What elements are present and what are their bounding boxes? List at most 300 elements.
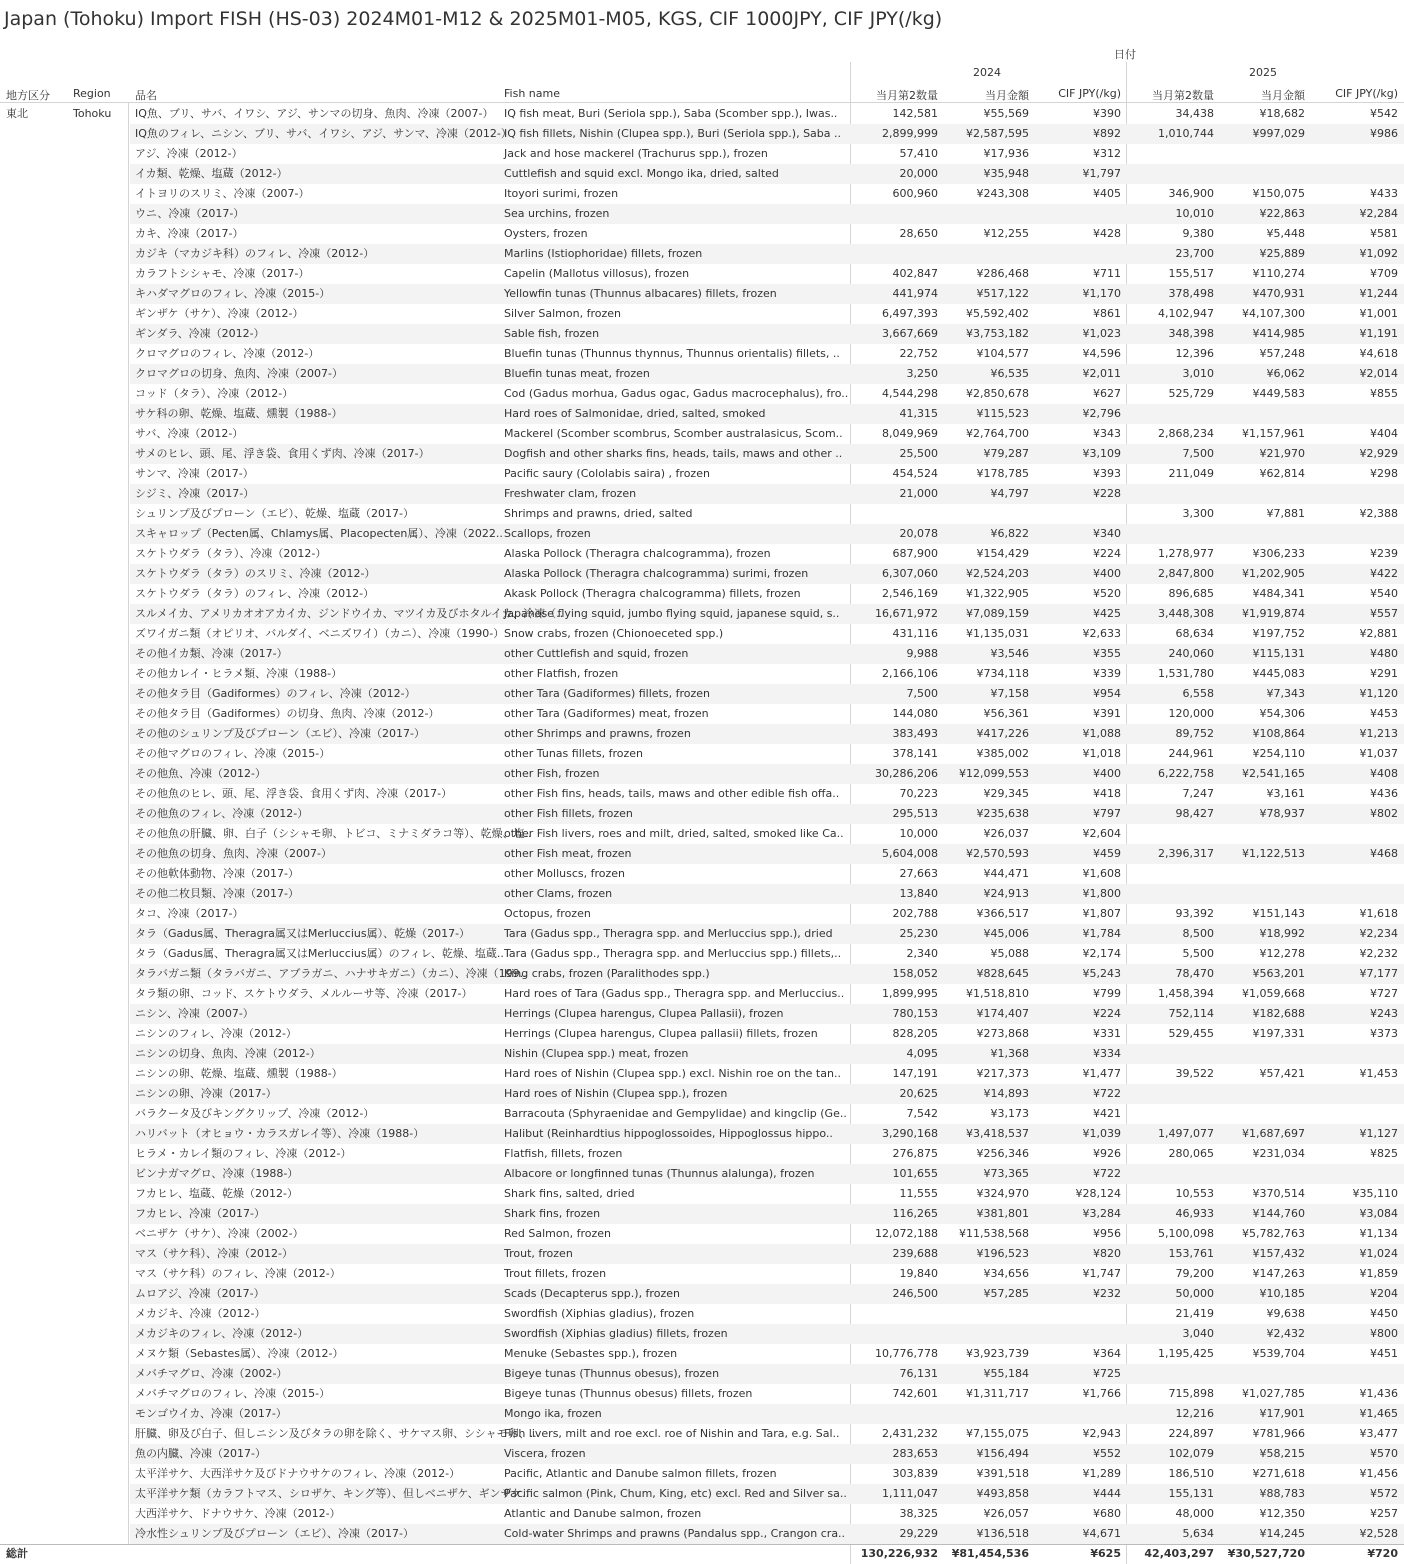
cif-2025-cell: ¥581 — [1370, 227, 1398, 240]
qty-2025-cell: 244,961 — [1168, 747, 1214, 760]
fish-name-cell: other Fish fillets, frozen — [504, 807, 633, 820]
item-name-cell: ニシンのフィレ、冷凍（2012-） — [135, 1027, 297, 1040]
amt-2024-cell: ¥26,037 — [983, 827, 1029, 840]
item-name-cell: スキャロップ（Pecten属、Chlamys属、Placopecten属）、冷凍（2022.. — [135, 527, 503, 540]
amt-2024-cell: ¥196,523 — [976, 1247, 1029, 1260]
amt-2024-cell: ¥55,569 — [983, 107, 1029, 120]
cif-2024-cell: ¥28,124 — [1075, 1187, 1121, 1200]
table-row[interactable] — [0, 1024, 1404, 1044]
cif-2025-cell — [1310, 164, 1398, 184]
fish-name-cell: Viscera, frozen — [504, 1447, 586, 1460]
amt-2024-cell: ¥11,538,568 — [959, 1227, 1029, 1240]
cif-2025-cell — [1310, 1164, 1398, 1184]
table-row[interactable] — [0, 364, 1404, 384]
fish-name-cell: Flatfish, fillets, frozen — [504, 1147, 623, 1160]
fish-name-cell: King crabs, frozen (Paralithodes spp.) — [504, 967, 710, 980]
item-name-cell: メヌケ類（Sebastes属）、冷凍（2012-） — [135, 1347, 344, 1360]
col-fish-header[interactable]: Fish name — [504, 87, 560, 100]
fish-name-cell: Albacore or longfinned tunas (Thunnus alalunga), frozen — [504, 1167, 815, 1180]
fish-name-cell: Japanese flying squid, jumbo flying squid, japanese squid, s.. — [504, 607, 840, 620]
fish-name-cell: Alaska Pollock (Theragra chalcogramma), frozen — [504, 547, 771, 560]
cif-2025-cell: ¥480 — [1370, 647, 1398, 660]
cif-2025-cell: ¥1,859 — [1359, 1267, 1398, 1280]
chart-title: Japan (Tohoku) Import FISH (HS-03) 2024M01-M12 & 2025M01-M05, KGS, CIF 1000JPY, CIF JPY(/kg) — [4, 8, 943, 30]
table-row[interactable] — [0, 904, 1404, 924]
qty-2025-cell: 98,427 — [1175, 807, 1214, 820]
table-row[interactable] — [0, 244, 1404, 264]
item-name-cell: モンゴウイカ、冷凍（2017-） — [135, 1407, 287, 1420]
amt-2024-cell: ¥256,346 — [976, 1147, 1029, 1160]
fish-name-cell: Swordfish (Xiphias gladius), frozen — [504, 1307, 695, 1320]
amt-2025-cell: ¥2,541,165 — [1242, 767, 1305, 780]
item-name-cell: 太平洋サケ、大西洋サケ及びドナウサケのフィレ、冷凍（2012-） — [135, 1467, 461, 1480]
amt-2024-cell: ¥385,002 — [976, 747, 1029, 760]
amt-2025-cell: ¥17,901 — [1259, 1407, 1305, 1420]
amt-2025-cell — [1218, 164, 1305, 184]
cif-2024-cell: ¥1,018 — [1082, 747, 1121, 760]
qty-2024-cell: 116,265 — [892, 1207, 938, 1220]
item-name-cell: ヒラメ・カレイ類のフィレ、冷凍（2012-） — [135, 1147, 352, 1160]
amt-2025-cell: ¥197,331 — [1252, 1027, 1305, 1040]
fish-name-cell: other Tunas fillets, frozen — [504, 747, 644, 760]
col-amt-2024-header[interactable]: 当月金額 — [985, 89, 1029, 102]
amt-2024-cell: ¥178,785 — [976, 467, 1029, 480]
table-row[interactable] — [0, 204, 1404, 224]
item-name-cell: ギンダラ、冷凍（2012-） — [135, 327, 265, 340]
table-row[interactable] — [0, 584, 1404, 604]
table-row[interactable] — [0, 1224, 1404, 1244]
qty-2024-cell: 2,340 — [906, 947, 938, 960]
table-row[interactable] — [0, 744, 1404, 764]
table-row[interactable] — [0, 104, 1404, 124]
table-row[interactable] — [0, 1184, 1404, 1204]
amt-2025-cell: ¥1,202,905 — [1242, 567, 1305, 580]
table-row[interactable] — [0, 184, 1404, 204]
amt-2024-cell: ¥235,638 — [976, 807, 1029, 820]
amt-2024-cell: ¥29,345 — [983, 787, 1029, 800]
cif-2025-cell: ¥542 — [1370, 107, 1398, 120]
table-row[interactable] — [0, 164, 1404, 184]
table-row[interactable] — [0, 724, 1404, 744]
qty-2024-cell: 20,625 — [899, 1087, 938, 1100]
qty-2025-cell: 280,065 — [1168, 1147, 1214, 1160]
table-row[interactable] — [0, 764, 1404, 784]
cif-2024-cell: ¥1,289 — [1082, 1467, 1121, 1480]
cif-2024-cell: ¥2,796 — [1082, 407, 1121, 420]
item-name-cell: メカジキ、冷凍（2012-） — [135, 1307, 266, 1320]
item-name-cell: マス（サケ科）、冷凍（2012-） — [135, 1247, 294, 1260]
table-row[interactable] — [0, 1304, 1404, 1324]
amt-2024-cell: ¥73,365 — [983, 1167, 1029, 1180]
table-row[interactable] — [0, 924, 1404, 944]
qty-2025-cell — [1128, 1104, 1214, 1124]
qty-2025-cell: 348,398 — [1168, 327, 1214, 340]
fish-name-cell: Trout fillets, frozen — [504, 1267, 607, 1280]
cif-2024-cell: ¥956 — [1093, 1227, 1121, 1240]
cif-2024-cell — [1034, 1324, 1121, 1344]
table-row[interactable] — [0, 1004, 1404, 1024]
amt-2025-cell: ¥231,034 — [1252, 1147, 1305, 1160]
cif-2025-cell: ¥1,618 — [1359, 907, 1398, 920]
item-name-cell: ズワイガニ類（オピリオ、バルダイ、ベニズワイ）（カニ）、冷凍（1990-） — [135, 627, 505, 640]
amt-2024-cell: ¥1,322,905 — [966, 587, 1029, 600]
cif-2025-cell: ¥451 — [1370, 1347, 1398, 1360]
qty-2024-cell: 158,052 — [892, 967, 938, 980]
amt-2024-cell: ¥7,158 — [990, 687, 1029, 700]
qty-2024-cell: 25,500 — [899, 447, 938, 460]
amt-2024-cell: ¥381,801 — [976, 1207, 1029, 1220]
table-row[interactable] — [0, 1524, 1404, 1544]
col-region-header[interactable]: Region — [73, 87, 111, 100]
cif-2025-cell: ¥468 — [1370, 847, 1398, 860]
table-row[interactable] — [0, 684, 1404, 704]
table-row[interactable] — [0, 324, 1404, 344]
cif-2025-cell: ¥1,134 — [1359, 1227, 1398, 1240]
col-qty-2025-header[interactable]: 当月第2数量 — [1152, 89, 1214, 102]
amt-2025-cell — [1218, 864, 1305, 884]
amt-2025-cell: ¥370,514 — [1252, 1187, 1305, 1200]
amt-2025-cell: ¥414,985 — [1252, 327, 1305, 340]
table-row[interactable] — [0, 784, 1404, 804]
cif-2025-cell — [1310, 484, 1398, 504]
amt-2024-cell: ¥45,006 — [983, 927, 1029, 940]
amt-2024-cell: ¥44,471 — [983, 867, 1029, 880]
cif-2025-cell: ¥1,465 — [1359, 1407, 1398, 1420]
amt-2024-cell: ¥243,308 — [976, 187, 1029, 200]
fish-name-cell: Dogfish and other sharks fins, heads, tails, maws and other .. — [504, 447, 843, 460]
fish-name-cell: Yellowfin tunas (Thunnus albacares) fillets, frozen — [504, 287, 777, 300]
qty-2025-cell — [1128, 484, 1214, 504]
item-name-cell: ギンザケ（サケ）、冷凍（2012-） — [135, 307, 304, 320]
table-row[interactable] — [0, 644, 1404, 664]
qty-2024-cell: 7,542 — [906, 1107, 938, 1120]
qty-2025-cell: 211,049 — [1168, 467, 1214, 480]
fish-name-cell: Scallops, frozen — [504, 527, 591, 540]
table-row[interactable] — [0, 284, 1404, 304]
qty-2024-cell: 303,839 — [892, 1467, 938, 1480]
cif-2025-cell: ¥709 — [1370, 267, 1398, 280]
qty-2024-cell: 6,497,393 — [882, 307, 938, 320]
table-row[interactable] — [0, 504, 1404, 524]
qty-2025-cell: 50,000 — [1175, 1287, 1214, 1300]
fish-name-cell: other Clams, frozen — [504, 887, 613, 900]
table-row[interactable] — [0, 704, 1404, 724]
table-row[interactable] — [0, 1164, 1404, 1184]
qty-2024-cell: 11,555 — [899, 1187, 938, 1200]
qty-2024-cell — [852, 1404, 938, 1424]
amt-2025-cell: ¥1,122,513 — [1242, 847, 1305, 860]
table-row[interactable] — [0, 404, 1404, 424]
table-row[interactable] — [0, 1044, 1404, 1064]
col-item-header[interactable]: 品名 — [135, 89, 157, 102]
table-row[interactable] — [0, 384, 1404, 404]
qty-2025-cell: 34,438 — [1175, 107, 1214, 120]
cif-2025-cell: ¥1,453 — [1359, 1067, 1398, 1080]
amt-2024-cell: ¥17,936 — [983, 147, 1029, 160]
amt-2024-cell: ¥26,057 — [983, 1507, 1029, 1520]
table-row[interactable] — [0, 1344, 1404, 1364]
table-row[interactable] — [0, 984, 1404, 1004]
amt-2025-cell: ¥7,881 — [1266, 507, 1305, 520]
item-name-cell: クロマグロのフィレ、冷凍（2012-） — [135, 347, 320, 360]
table-row[interactable] — [0, 1104, 1404, 1124]
fish-name-cell: other Tara (Gadiformes) meat, frozen — [504, 707, 709, 720]
qty-2024-cell: 13,840 — [899, 887, 938, 900]
cif-2024-cell: ¥1,807 — [1082, 907, 1121, 920]
qty-2025-cell: 7,500 — [1182, 447, 1214, 460]
total-qty-2025: 42,403,297 — [1144, 1547, 1214, 1560]
qty-2025-cell: 715,898 — [1168, 1387, 1214, 1400]
amt-2024-cell: ¥115,523 — [976, 407, 1029, 420]
fish-name-cell: Jack and hose mackerel (Trachurus spp.), frozen — [504, 147, 768, 160]
table-row[interactable] — [0, 664, 1404, 684]
cif-2025-cell: ¥3,084 — [1359, 1207, 1398, 1220]
table-row[interactable] — [0, 444, 1404, 464]
table-row[interactable] — [0, 1144, 1404, 1164]
qty-2025-cell: 155,517 — [1168, 267, 1214, 280]
qty-2025-cell: 378,498 — [1168, 287, 1214, 300]
fish-name-cell: Hard roes of Nishin (Clupea spp.) excl. Nishin roe on the tan.. — [504, 1067, 841, 1080]
table-row[interactable] — [0, 564, 1404, 584]
amt-2025-cell — [1218, 884, 1305, 904]
amt-2024-cell: ¥828,645 — [976, 967, 1029, 980]
amt-2025-cell: ¥147,263 — [1252, 1267, 1305, 1280]
table-row[interactable] — [0, 824, 1404, 844]
amt-2024-cell: ¥7,089,159 — [966, 607, 1029, 620]
qty-2025-cell: 9,380 — [1182, 227, 1214, 240]
fish-name-cell: Pacific salmon (Pink, Chum, King, etc) excl. Red and Silver sa.. — [504, 1487, 847, 1500]
col-region-jp-header[interactable]: 地方区分 — [6, 89, 50, 102]
table-row[interactable] — [0, 1124, 1404, 1144]
item-name-cell: IQ魚、ブリ、サバ、イワシ、アジ、サンマの切身、魚肉、冷凍（2007-） — [135, 107, 494, 120]
item-name-cell: サケ科の卵、乾燥、塩蔵、燻製（1988-） — [135, 407, 343, 420]
qty-2024-cell: 70,223 — [899, 787, 938, 800]
cif-2025-cell — [1310, 884, 1398, 904]
amt-2024-cell: ¥517,122 — [976, 287, 1029, 300]
qty-2025-cell: 79,200 — [1175, 1267, 1214, 1280]
item-name-cell: クロマグロの切身、魚肉、冷凍（2007-） — [135, 367, 343, 380]
cif-2024-cell: ¥820 — [1093, 1247, 1121, 1260]
qty-2024-cell: 295,513 — [892, 807, 938, 820]
qty-2025-cell: 68,634 — [1175, 627, 1214, 640]
cif-2025-cell: ¥1,092 — [1359, 247, 1398, 260]
qty-2025-cell: 2,847,800 — [1158, 567, 1214, 580]
amt-2024-cell: ¥493,858 — [976, 1487, 1029, 1500]
amt-2025-cell — [1218, 824, 1305, 844]
col-qty-2024-header[interactable]: 当月第2数量 — [876, 89, 938, 102]
cif-2025-cell: ¥204 — [1370, 1287, 1398, 1300]
table-row[interactable] — [0, 1424, 1404, 1444]
qty-2025-cell: 1,531,780 — [1158, 667, 1214, 680]
cif-2024-cell: ¥391 — [1093, 707, 1121, 720]
table-row[interactable] — [0, 524, 1404, 544]
table-row[interactable] — [0, 1064, 1404, 1084]
amt-2024-cell: ¥35,948 — [983, 167, 1029, 180]
amt-2024-cell: ¥3,546 — [990, 647, 1029, 660]
table-row[interactable] — [0, 224, 1404, 244]
table-row[interactable] — [0, 1464, 1404, 1484]
table-row[interactable] — [0, 944, 1404, 964]
qty-2024-cell: 20,000 — [899, 167, 938, 180]
col-cif-2025-header[interactable]: CIF JPY(/kg) — [1335, 87, 1398, 100]
table-row[interactable] — [0, 344, 1404, 364]
table-row[interactable] — [0, 604, 1404, 624]
cif-2024-cell: ¥340 — [1093, 527, 1121, 540]
total-amt-2025: ¥30,527,720 — [1227, 1547, 1305, 1560]
qty-2025-cell: 8,500 — [1182, 927, 1214, 940]
qty-2025-cell: 1,010,744 — [1158, 127, 1214, 140]
fish-name-cell: Bigeye tunas (Thunnus obesus) fillets, frozen — [504, 1387, 753, 1400]
cif-2024-cell: ¥1,800 — [1082, 887, 1121, 900]
table-row[interactable] — [0, 1324, 1404, 1344]
amt-2025-cell: ¥271,618 — [1252, 1467, 1305, 1480]
cif-2024-cell: ¥228 — [1093, 487, 1121, 500]
table-row[interactable] — [0, 964, 1404, 984]
qty-2024-cell: 144,080 — [892, 707, 938, 720]
table-row[interactable] — [0, 1204, 1404, 1224]
qty-2025-cell: 2,868,234 — [1158, 427, 1214, 440]
fish-name-cell: Octopus, frozen — [504, 907, 591, 920]
amt-2025-cell: ¥5,448 — [1266, 227, 1305, 240]
cif-2025-cell: ¥291 — [1370, 667, 1398, 680]
table-row[interactable] — [0, 844, 1404, 864]
qty-2025-cell: 46,933 — [1175, 1207, 1214, 1220]
amt-2025-cell: ¥57,248 — [1259, 347, 1305, 360]
item-name-cell: ハリバット（オヒョウ・カラスガレイ等）、冷凍（1988-） — [135, 1127, 425, 1140]
cif-2024-cell: ¥331 — [1093, 1027, 1121, 1040]
fish-name-cell: Freshwater clam, frozen — [504, 487, 637, 500]
table-row[interactable] — [0, 144, 1404, 164]
table-row[interactable] — [0, 1384, 1404, 1404]
table-row[interactable] — [0, 864, 1404, 884]
cif-2024-cell: ¥428 — [1093, 227, 1121, 240]
table-row[interactable] — [0, 1084, 1404, 1104]
amt-2024-cell: ¥324,970 — [976, 1187, 1029, 1200]
col-amt-2025-header[interactable]: 当月金額 — [1261, 89, 1305, 102]
item-name-cell: IQ魚のフィレ、ニシン、ブリ、サバ、イワシ、アジ、サンマ、冷凍（2012-） — [135, 127, 512, 140]
cif-2024-cell — [1034, 244, 1121, 264]
cif-2025-cell: ¥404 — [1370, 427, 1398, 440]
amt-2025-cell: ¥21,970 — [1259, 447, 1305, 460]
cif-2025-cell — [1310, 1044, 1398, 1064]
table-row[interactable] — [0, 1484, 1404, 1504]
cif-2025-cell: ¥1,001 — [1359, 307, 1398, 320]
qty-2024-cell: 600,960 — [892, 187, 938, 200]
amt-2024-cell: ¥6,535 — [990, 367, 1029, 380]
fish-name-cell: Sea urchins, frozen — [504, 207, 610, 220]
fish-name-cell: Bluefin tunas meat, frozen — [504, 367, 650, 380]
cif-2024-cell: ¥2,174 — [1082, 947, 1121, 960]
qty-2025-cell: 1,497,077 — [1158, 1127, 1214, 1140]
qty-2025-cell: 3,040 — [1182, 1327, 1214, 1340]
table-row[interactable] — [0, 624, 1404, 644]
table-row[interactable] — [0, 1504, 1404, 1524]
amt-2025-cell — [1218, 1104, 1305, 1124]
item-name-cell: イトヨリのスリミ、冷凍（2007-） — [135, 187, 310, 200]
item-name-cell: その他魚の切身、魚肉、冷凍（2007-） — [135, 847, 332, 860]
cif-2025-cell: ¥855 — [1370, 387, 1398, 400]
qty-2024-cell: 3,250 — [906, 367, 938, 380]
qty-2024-cell: 2,166,106 — [882, 667, 938, 680]
item-name-cell: その他カレイ・ヒラメ類、冷凍（1988-） — [135, 667, 343, 680]
total-cif-2025: ¥720 — [1367, 1547, 1398, 1560]
cif-2024-cell: ¥355 — [1093, 647, 1121, 660]
qty-2024-cell: 16,671,972 — [875, 607, 938, 620]
qty-2024-cell: 12,072,188 — [875, 1227, 938, 1240]
amt-2025-cell: ¥2,432 — [1266, 1327, 1305, 1340]
cif-2024-cell: ¥339 — [1093, 667, 1121, 680]
fish-name-cell: Capelin (Mallotus villosus), frozen — [504, 267, 690, 280]
table-row[interactable] — [0, 264, 1404, 284]
qty-2025-cell: 5,634 — [1182, 1527, 1214, 1540]
col-cif-2024-header[interactable]: CIF JPY(/kg) — [1058, 87, 1121, 100]
table-row[interactable] — [0, 304, 1404, 324]
amt-2025-cell: ¥781,966 — [1252, 1427, 1305, 1440]
amt-2025-cell: ¥470,931 — [1252, 287, 1305, 300]
fish-name-cell: other Molluscs, frozen — [504, 867, 626, 880]
item-name-cell: スケトウダラ（タラ）のフィレ、冷凍（2012-） — [135, 587, 375, 600]
fish-name-cell: Sable fish, frozen — [504, 327, 600, 340]
table-row[interactable] — [0, 484, 1404, 504]
cif-2025-cell: ¥2,388 — [1359, 507, 1398, 520]
item-name-cell: その他二枚貝類、冷凍（2017-） — [135, 887, 299, 900]
qty-2025-cell: 21,419 — [1175, 1307, 1214, 1320]
qty-2024-cell: 246,500 — [892, 1287, 938, 1300]
table-row[interactable] — [0, 1284, 1404, 1304]
table-row[interactable] — [0, 1364, 1404, 1384]
qty-2025-cell: 78,470 — [1175, 967, 1214, 980]
amt-2025-cell: ¥182,688 — [1252, 1007, 1305, 1020]
cif-2024-cell: ¥954 — [1093, 687, 1121, 700]
table-row[interactable] — [0, 544, 1404, 564]
item-name-cell: その他軟体動物、冷凍（2017-） — [135, 867, 299, 880]
amt-2025-cell: ¥78,937 — [1259, 807, 1305, 820]
table-row[interactable] — [0, 124, 1404, 144]
qty-2025-cell: 7,247 — [1182, 787, 1214, 800]
table-row[interactable] — [0, 804, 1404, 824]
cif-2024-cell: ¥1,039 — [1082, 1127, 1121, 1140]
table-row[interactable] — [0, 464, 1404, 484]
table-row[interactable] — [0, 884, 1404, 904]
cif-2025-cell — [1310, 1084, 1398, 1104]
table-row[interactable] — [0, 1444, 1404, 1464]
table-row[interactable] — [0, 1244, 1404, 1264]
item-name-cell: その他魚のヒレ、頭、尾、浮き袋、食用くず肉、冷凍（2017-） — [135, 787, 453, 800]
cif-2024-cell: ¥680 — [1093, 1507, 1121, 1520]
qty-2025-cell — [1128, 404, 1214, 424]
qty-2024-cell: 2,899,999 — [882, 127, 938, 140]
amt-2024-cell: ¥3,753,182 — [966, 327, 1029, 340]
qty-2024-cell: 4,544,298 — [882, 387, 938, 400]
amt-2025-cell: ¥306,233 — [1252, 547, 1305, 560]
table-row[interactable] — [0, 1404, 1404, 1424]
fish-name-cell: Cod (Gadus morhua, Gadus ogac, Gadus macrocephalus), fro.. — [504, 387, 849, 400]
qty-2024-cell: 10,000 — [899, 827, 938, 840]
qty-2024-cell: 276,875 — [892, 1147, 938, 1160]
cif-2024-cell: ¥224 — [1093, 1007, 1121, 1020]
amt-2025-cell: ¥1,059,668 — [1242, 987, 1305, 1000]
qty-2024-cell: 27,663 — [899, 867, 938, 880]
qty-2024-cell: 441,974 — [892, 287, 938, 300]
table-row[interactable] — [0, 1264, 1404, 1284]
fish-name-cell: IQ fish meat, Buri (Seriola spp.), Saba (Scomber spp.), Iwas.. — [504, 107, 838, 120]
total-amt-2024: ¥81,454,536 — [951, 1547, 1029, 1560]
fish-name-cell: Trout, frozen — [504, 1247, 573, 1260]
cif-2025-cell: ¥1,213 — [1359, 727, 1398, 740]
amt-2024-cell: ¥6,822 — [990, 527, 1029, 540]
table-row[interactable] — [0, 424, 1404, 444]
qty-2025-cell: 346,900 — [1168, 187, 1214, 200]
